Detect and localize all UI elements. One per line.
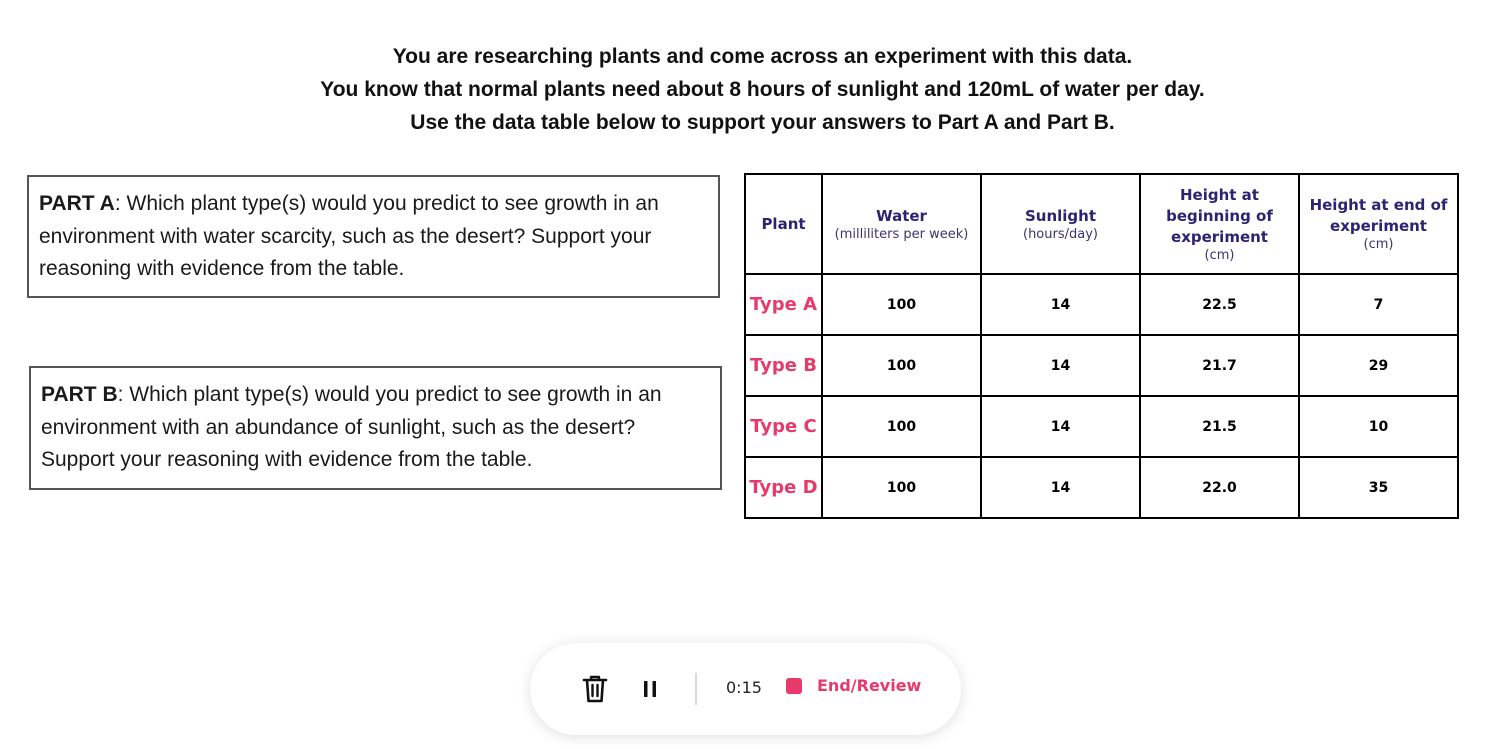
header-height-end xyxy=(1299,174,1458,274)
sunlight-value: 14 xyxy=(981,457,1140,518)
plant-name: Type A xyxy=(745,274,822,335)
plant-name: Type B xyxy=(745,335,822,396)
pause-button[interactable] xyxy=(636,673,664,705)
instruction-line-2: You know that normal plants need about 8 hours of sunlight and 120mL of water per day. xyxy=(320,78,1205,101)
delete-recording-button[interactable] xyxy=(578,671,612,707)
end-review-button[interactable] xyxy=(786,676,921,695)
header-title: Water xyxy=(876,206,927,225)
table-row xyxy=(745,396,1458,457)
header-title: Height at end of experiment xyxy=(1309,196,1448,235)
header-height-start xyxy=(1140,174,1299,274)
instructions xyxy=(0,40,1500,139)
header-water xyxy=(822,174,981,274)
plant-name: Type D xyxy=(745,457,822,518)
end-review-label: End/Review xyxy=(817,676,922,695)
sunlight-value: 14 xyxy=(981,396,1140,457)
recording-controls xyxy=(530,643,961,735)
height-start-value: 22.0 xyxy=(1140,457,1299,518)
part-a-text: : Which plant type(s) would you predict to see growth in an environment with water scarcity, such as the desert? Support your reasoning with evidence from the table. xyxy=(39,192,659,280)
header-plant xyxy=(745,174,822,274)
sunlight-value: 14 xyxy=(981,335,1140,396)
table-row xyxy=(745,457,1458,518)
header-title: Sunlight xyxy=(1024,206,1097,225)
height-start-value: 22.5 xyxy=(1140,274,1299,335)
water-value: 100 xyxy=(822,457,981,518)
header-sunlight xyxy=(981,174,1140,274)
water-value: 100 xyxy=(822,396,981,457)
part-a-question-box xyxy=(27,175,720,298)
pause-icon xyxy=(642,680,658,698)
height-start-value: 21.7 xyxy=(1140,335,1299,396)
height-end-value: 10 xyxy=(1299,396,1458,457)
trash-icon xyxy=(582,674,608,704)
part-b-label: PART B xyxy=(41,383,118,406)
instruction-line-1: You are researching plants and come across an experiment with this data. xyxy=(392,45,1133,68)
part-b-text: : Which plant type(s) would you predict to see growth in an environment with an abundance of sunlight, such as the desert? Support your reasoning with evidence from the table. xyxy=(41,383,662,471)
header-unit: (milliliters per week) xyxy=(834,226,969,242)
height-start-value: 21.5 xyxy=(1140,396,1299,457)
header-title: Plant xyxy=(761,214,806,233)
header-title: Height at beginning of experiment xyxy=(1166,185,1273,246)
table-row xyxy=(745,335,1458,396)
sunlight-value: 14 xyxy=(981,274,1140,335)
part-b-question-box xyxy=(29,366,722,490)
recording-timer: 0:15 xyxy=(726,678,762,697)
height-end-value: 29 xyxy=(1299,335,1458,396)
divider xyxy=(695,673,697,705)
header-unit: (cm) xyxy=(1204,247,1235,263)
plant-data-table xyxy=(744,173,1459,519)
table-header-row xyxy=(745,174,1458,274)
stop-icon xyxy=(786,678,802,694)
height-end-value: 35 xyxy=(1299,457,1458,518)
header-unit: (cm) xyxy=(1363,237,1394,252)
part-a-label: PART A xyxy=(39,192,115,215)
table-row xyxy=(745,274,1458,335)
water-value: 100 xyxy=(822,335,981,396)
instruction-line-3: Use the data table below to support your answers to Part A and Part B. xyxy=(410,111,1115,134)
plant-name: Type C xyxy=(745,396,822,457)
water-value: 100 xyxy=(822,274,981,335)
height-end-value: 7 xyxy=(1299,274,1458,335)
header-unit: (hours/day) xyxy=(1023,226,1098,242)
